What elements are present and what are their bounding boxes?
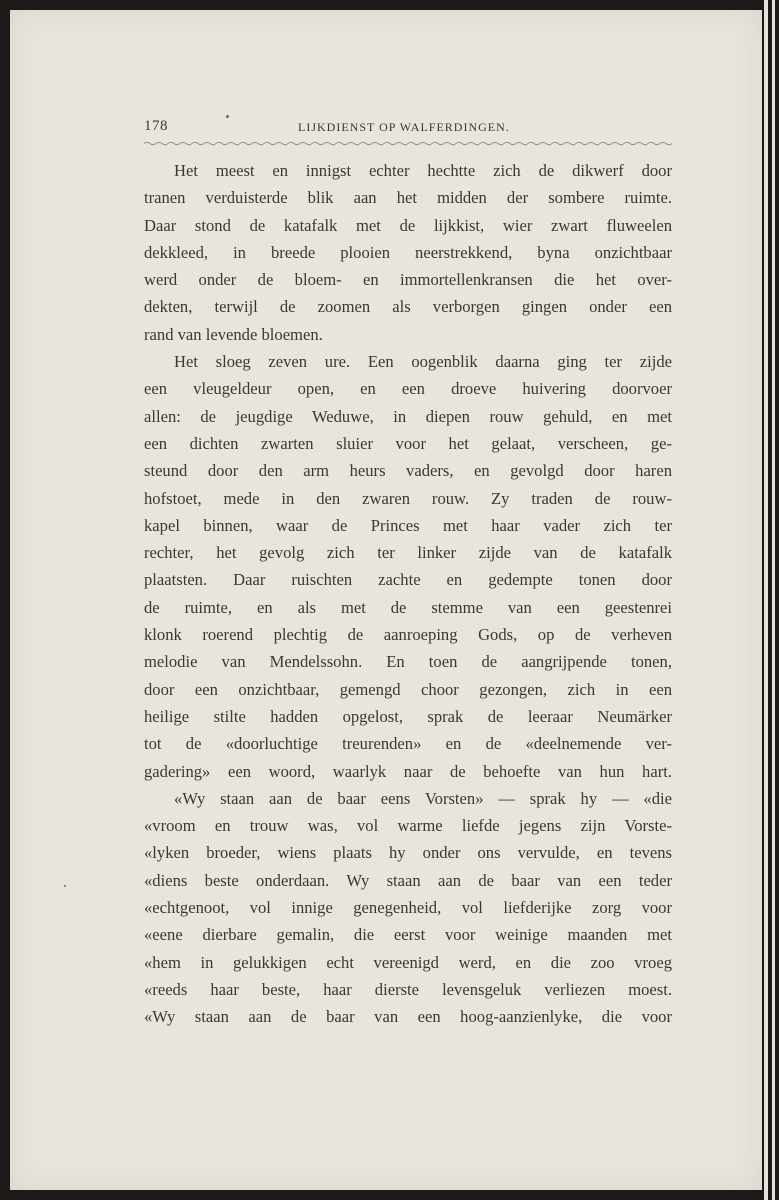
text-line: «reeds haar beste, haar dierste levensgeluk verliezen moest. <box>144 979 672 999</box>
text-line: melodie van Mendelssohn. En toen de aangrijpende tonen, <box>144 652 672 672</box>
text-line: Daar stond de katafalk met de lijkkist, wier zwart fluweelen <box>144 215 672 235</box>
text-line: «Wy staan aan de baar van een hoog-aanzienlyke, die voor <box>144 1007 672 1027</box>
text-line: «vroom en trouw was, vol warme liefde jegens zijn Vorste- <box>144 816 672 836</box>
page-edge <box>772 0 775 1200</box>
text-line: «diens beste onderdaan. Wy staan aan de baar van een teder <box>144 870 672 890</box>
text-line: «echtgenoot, vol innige genegenheid, vol liefderijke zorg voor <box>144 898 672 918</box>
text-line: dekten, terwijl de zoomen als verborgen gingen onder een <box>144 297 672 317</box>
text-line: steund door den arm heurs vaders, en gevolgd door haren <box>144 461 672 481</box>
text-line: een dichten zwarten sluier voor het gelaat, verscheen, ge- <box>144 433 672 453</box>
page-edge <box>764 0 768 1200</box>
text-line: de ruimte, en als met de stemme van een geestenrei <box>144 597 672 617</box>
text-line: klonk roerend plechtig de aanroeping Gods, op de verheven <box>144 625 672 645</box>
text-line: Het sloeg zeven ure. Een oogenblik daarna ging ter zijde <box>174 352 672 372</box>
text-line: tranen verduisterde blik aan het midden der sombere ruimte. <box>144 188 672 208</box>
text-line: tot de «doorluchtige treurenden» en de «deelnemende ver- <box>144 734 672 754</box>
page-number: 178 <box>144 118 168 134</box>
text-line: door een onzichtbaar, gemengd choor gezongen, zich in een <box>144 679 672 699</box>
text-line: plaatsten. Daar ruischten zachte en gedempte tonen door <box>144 570 672 590</box>
text-line: rand van levende bloemen. <box>144 324 323 344</box>
text-line: dekkleed, in breede plooien neerstrekkend, byna onzichtbaar <box>144 242 672 262</box>
text-line: «Wy staan aan de baar eens Vorsten» — sprak hy — «die <box>174 788 672 808</box>
body-text <box>144 157 672 1031</box>
text-line: rechter, het gevolg zich ter linker zijde van de katafalk <box>144 543 672 563</box>
running-header <box>144 118 672 138</box>
text-line: «hem in gelukkigen echt vereenigd werd, en die zoo vroeg <box>144 952 672 972</box>
text-line: allen: de jeugdige Weduwe, in diepen rouw gehuld, en met <box>144 406 672 426</box>
text-line: werd onder de bloem- en immortellenkransen die het over- <box>144 270 672 290</box>
ink-speck <box>64 885 66 887</box>
running-title: LIJKDIENST OP WALFERDINGEN. <box>298 120 510 134</box>
ornamental-rule <box>144 141 672 146</box>
text-line: hofstoet, mede in den zwaren rouw. Zy traden de rouw- <box>144 488 672 508</box>
text-line: heilige stilte hadden opgelost, sprak de leeraar Neumärker <box>144 706 672 726</box>
text-line: Het meest en innigst echter hechtte zich de dikwerf door <box>174 161 672 180</box>
text-line: «eene dierbare gemalin, die eerst voor weinige maanden met <box>144 925 672 945</box>
text-line: kapel binnen, waar de Princes met haar vader zich ter <box>144 515 672 535</box>
text-line: «lyken broeder, wiens plaats hy onder ons vervulde, en tevens <box>144 843 672 863</box>
text-line: gadering» een woord, waarlyk naar de behoefte van hun hart. <box>144 761 672 781</box>
text-line: een vleugeldeur open, en een droeve huivering doorvoer <box>144 379 672 399</box>
